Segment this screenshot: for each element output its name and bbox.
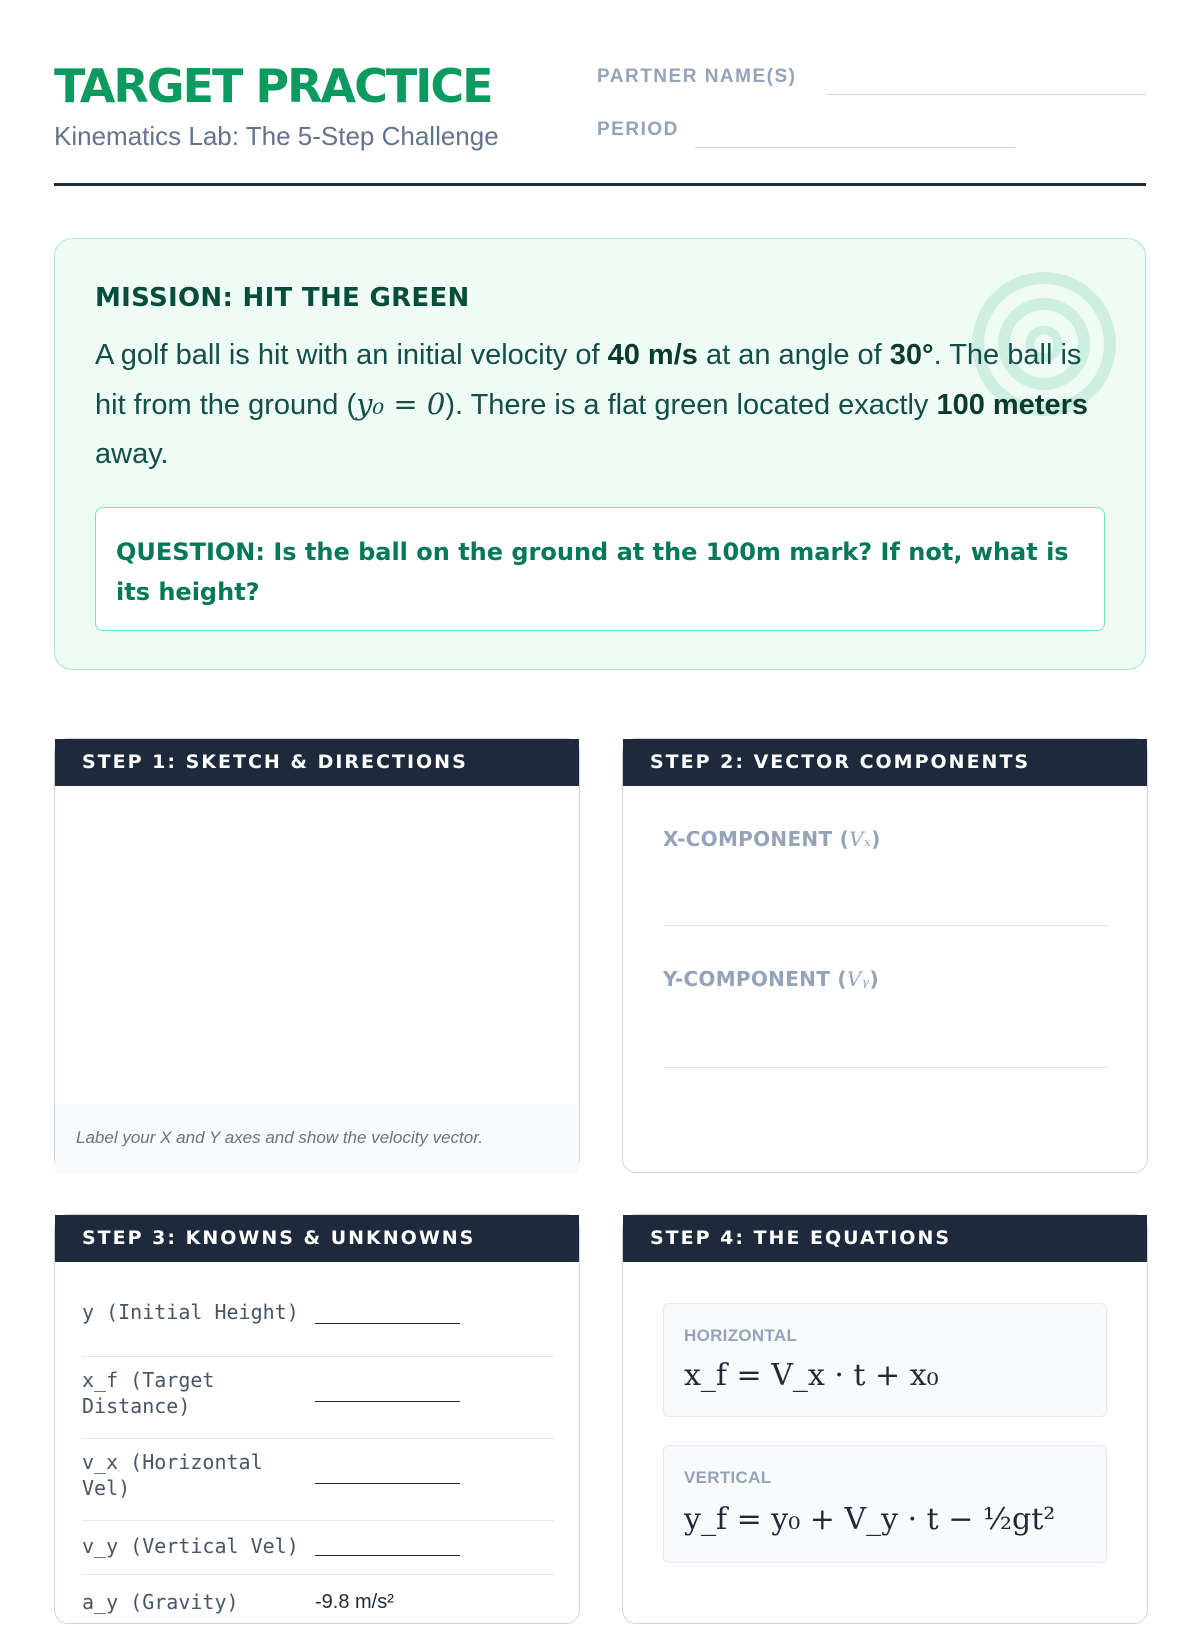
mission-panel xyxy=(54,238,1146,670)
known-label: v_y (Vertical Vel) xyxy=(82,1534,299,1558)
vertical-equation: y_f = y₀ + V_y · t − ½gt² xyxy=(684,1502,1056,1537)
known-row-horizontal-velocity xyxy=(82,1439,554,1521)
green-distance: 100 meters xyxy=(936,389,1089,421)
known-label: v_x (Horizontal Vel) xyxy=(82,1450,263,1500)
partner-name-label: PARTNER NAME(S) xyxy=(597,66,797,87)
step1-card xyxy=(54,738,580,1173)
period-field[interactable] xyxy=(695,147,1015,148)
x-component-field[interactable] xyxy=(663,925,1107,926)
mission-description: A golf ball is hit with an initial velocity of 40 m/s at an angle of 30°. The ball is hit from the ground (y₀ = 0). There is a flat green located exactly 100 meters away. xyxy=(95,339,1089,470)
horizontal-velocity-field[interactable] xyxy=(315,1483,460,1484)
step2-card xyxy=(622,738,1148,1173)
partner-name-field[interactable] xyxy=(826,94,1146,95)
known-label: x_f (Target Distance) xyxy=(82,1368,215,1418)
step2-title: STEP 2: VECTOR COMPONENTS xyxy=(623,739,1147,786)
step4-card xyxy=(622,1214,1148,1624)
x-component-label: X-COMPONENT (Vₓ) xyxy=(663,827,881,851)
mission-title: MISSION: HIT THE GREEN xyxy=(95,283,470,313)
step4-title: STEP 4: THE EQUATIONS xyxy=(623,1215,1147,1262)
y-component-field[interactable] xyxy=(663,1067,1107,1068)
initial-velocity: 40 m/s xyxy=(607,339,698,371)
vertical-label: VERTICAL xyxy=(684,1468,772,1487)
sketch-caption: Label your X and Y axes and show the velocity vector. xyxy=(55,1104,579,1174)
target-distance-field[interactable] xyxy=(315,1401,460,1402)
launch-angle: 30° xyxy=(889,339,934,371)
step1-title: STEP 1: SKETCH & DIRECTIONS xyxy=(55,739,579,786)
known-row-initial-height xyxy=(82,1299,554,1357)
known-row-vertical-velocity xyxy=(82,1521,554,1575)
known-label: y (Initial Height) xyxy=(82,1300,299,1324)
horizontal-equation: x_f = V_x · t + x₀ xyxy=(684,1358,939,1393)
vertical-velocity-field[interactable] xyxy=(315,1555,460,1556)
y-component-label: Y-COMPONENT (Vᵧ) xyxy=(663,967,879,991)
step3-card xyxy=(54,1214,580,1624)
gravity-value: -9.8 m/s² xyxy=(315,1591,394,1613)
page-title: TARGET PRACTICE xyxy=(54,59,492,113)
horizontal-label: HORIZONTAL xyxy=(684,1326,798,1345)
known-label: a_y (Gravity) xyxy=(82,1590,239,1614)
sketch-area[interactable] xyxy=(55,786,579,1104)
page-subtitle: Kinematics Lab: The 5-Step Challenge xyxy=(54,121,499,151)
initial-height-field[interactable] xyxy=(315,1323,460,1324)
mission-question: QUESTION: Is the ball on the ground at the 100m mark? If not, what is its height? xyxy=(95,507,1105,631)
worksheet-header xyxy=(54,58,1146,186)
period-label: PERIOD xyxy=(597,119,679,140)
vertical-equation-box xyxy=(663,1445,1107,1563)
known-row-gravity xyxy=(82,1575,554,1625)
step3-title: STEP 3: KNOWNS & UNKNOWNS xyxy=(55,1215,579,1262)
initial-height-equation: y₀ = 0 xyxy=(356,387,446,421)
known-row-target-distance xyxy=(82,1357,554,1439)
horizontal-equation-box xyxy=(663,1303,1107,1417)
